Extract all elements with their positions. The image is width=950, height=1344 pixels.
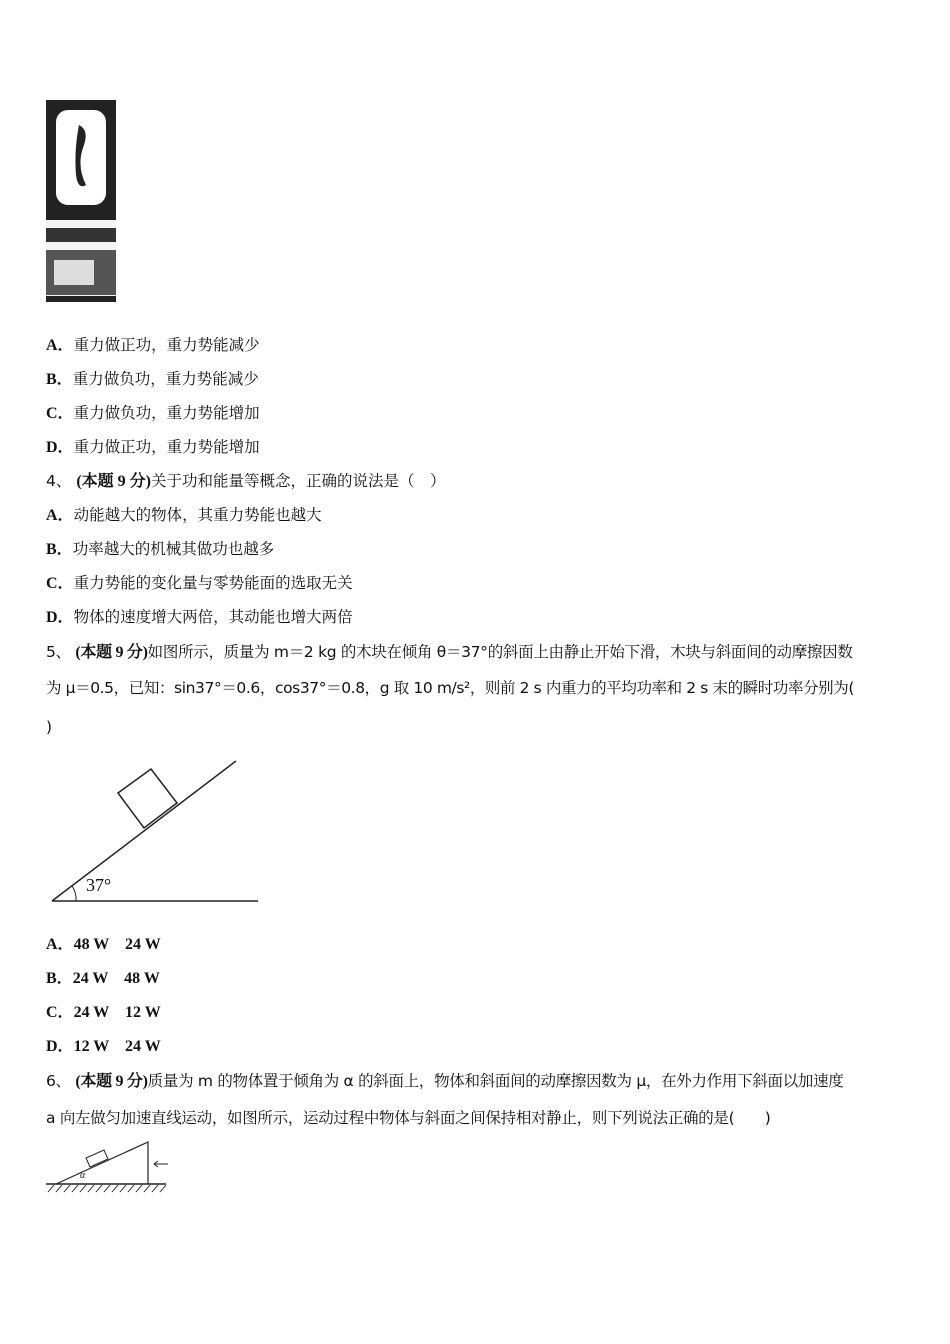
question-number: 5、 <box>46 643 71 661</box>
option-label: D． <box>46 439 74 456</box>
q3-option-b[interactable] <box>46 369 259 390</box>
option-label: D． <box>46 609 74 626</box>
option-label: A． <box>46 936 74 953</box>
q6-stem-line2: a 向左做匀加速直线运动，如图所示，运动过程中物体与斜面之间保持相对静止，则下列说法正确的是( ) <box>46 1109 771 1127</box>
q4-option-a[interactable] <box>46 505 322 526</box>
option-text: 24 W 48 W <box>72 970 160 987</box>
option-text: 物体的速度增大两倍，其动能也增大两倍 <box>73 608 353 626</box>
q5-option-b[interactable] <box>46 968 160 989</box>
q3-option-a[interactable] <box>46 335 260 356</box>
option-text: 重力做正功，重力势能增加 <box>73 438 260 456</box>
option-text: 48 W 24 W <box>73 936 161 953</box>
q3-option-d[interactable] <box>46 437 260 458</box>
option-label: C． <box>46 1004 74 1021</box>
q4-stem <box>46 471 446 492</box>
question-score: (本题 9 分) <box>75 1073 148 1090</box>
option-text: 功率越大的机械其做功也越多 <box>72 540 275 558</box>
q3-figure-image <box>46 100 116 302</box>
q5-option-a[interactable] <box>46 934 161 955</box>
option-label: C． <box>46 405 74 422</box>
option-label: D． <box>46 1038 74 1055</box>
q4-option-c[interactable] <box>46 573 353 594</box>
option-label: B． <box>46 541 73 558</box>
option-text: 重力做负功，重力势能增加 <box>73 404 260 422</box>
q5-incline-figure <box>46 755 266 907</box>
question-score: (本题 9 分) <box>75 644 148 661</box>
angle-label: 37° <box>86 875 112 895</box>
q6-incline-figure <box>44 1138 174 1194</box>
question-text: 关于功和能量等概念，正确的说法是（ ） <box>150 472 446 490</box>
q5-option-c[interactable] <box>46 1002 161 1023</box>
q5-stem-line1 <box>46 642 853 663</box>
option-label: B． <box>46 970 73 987</box>
question-number: 4、 <box>46 472 72 490</box>
option-text: 12 W 24 W <box>73 1038 161 1055</box>
option-label: A． <box>46 337 74 354</box>
question-score: (本题 9 分) <box>76 473 151 490</box>
q4-option-d[interactable] <box>46 607 353 628</box>
q5-option-d[interactable] <box>46 1036 161 1057</box>
q3-option-c[interactable] <box>46 403 260 424</box>
angle-label: α <box>80 1170 86 1181</box>
option-label: C． <box>46 575 74 592</box>
option-text: 重力做正功，重力势能减少 <box>73 336 260 354</box>
q5-stem-line3: ) <box>46 718 53 736</box>
q6-stem-line1 <box>46 1071 844 1092</box>
option-label: B． <box>46 371 73 388</box>
option-text: 重力势能的变化量与零势能面的选取无关 <box>73 574 353 592</box>
option-label: A． <box>46 507 74 524</box>
question-number: 6、 <box>46 1072 71 1090</box>
option-text: 重力做负功，重力势能减少 <box>72 370 259 388</box>
q5-stem-line2: 为 μ＝0.5，已知：sin37°＝0.6，cos37°＝0.8，g 取 10 m/s²，则前 2 s 内重力的平均功率和 2 s 末的瞬时功率分别为( <box>46 679 855 697</box>
option-text: 动能越大的物体，其重力势能也越大 <box>73 506 322 524</box>
question-text: 质量为 m 的物体置于倾角为 α 的斜面上，物体和斜面间的动摩擦因数为 μ，在外力作用下斜面以加速度 <box>147 1072 844 1090</box>
option-text: 24 W 12 W <box>73 1004 161 1021</box>
question-text: 如图所示，质量为 m＝2 kg 的木块在倾角 θ＝37°的斜面上由静止开始下滑，木块与斜面间的动摩擦因数 <box>147 643 853 661</box>
q4-option-b[interactable] <box>46 539 274 560</box>
